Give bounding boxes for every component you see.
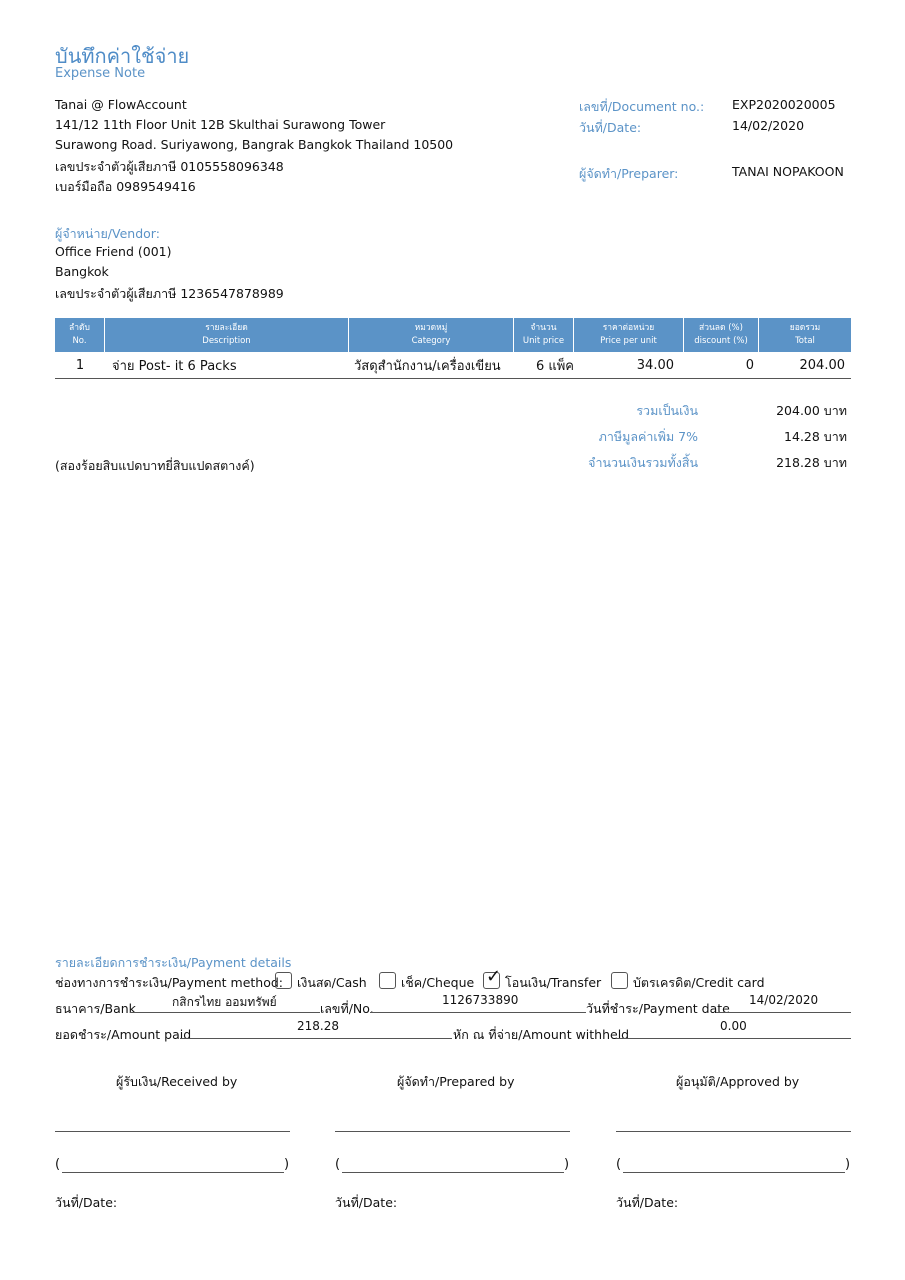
amount-paid-underline: [180, 1038, 452, 1039]
vendor-tax-id: เลขประจำตัวผู้เสียภาษี 1236547878989: [55, 286, 284, 301]
amount-withheld-label: หัก ณ ที่จ่าย/Amount withheld: [453, 1027, 630, 1042]
amount-in-words: (สองร้อยสิบแปดบาทยี่สิบแปดสตางค์): [55, 458, 255, 473]
vendor-name: Office Friend (001): [55, 244, 172, 259]
prepared-by-name-line: [342, 1172, 564, 1173]
transfer-checkbox[interactable]: [483, 966, 502, 989]
company-address-line1: 141/12 11th Floor Unit 12B Skulthai Surawong Tower: [55, 117, 386, 132]
received-by-label: ผู้รับเงิน/Received by: [116, 1074, 238, 1089]
row-quantity: 6 แพ็ค: [535, 358, 574, 374]
amount-withheld-underline: [616, 1038, 851, 1039]
document-date: 14/02/2020: [732, 118, 805, 133]
header-no: ลำดับ No.: [55, 318, 105, 352]
approved-by-label: ผู้อนุมัติ/Approved by: [676, 1074, 800, 1089]
cheque-checkbox[interactable]: [379, 972, 396, 989]
credit-card-label: บัตรเครดิต/Credit card: [633, 975, 765, 990]
grand-total-label: จำนวนเงินรวมทั้งสิ้น: [588, 455, 698, 470]
row-discount: 0: [745, 357, 754, 373]
payment-date-label: วันที่ชำระ/Payment date: [586, 1001, 730, 1016]
document-subtitle: Expense Note: [55, 66, 146, 81]
grand-total-value: 218.28 บาท: [776, 455, 847, 470]
checkmark-icon: ✓: [486, 966, 502, 987]
document-title: บันทึกค่าใช้จ่าย: [55, 44, 190, 68]
received-by-name-close: ): [284, 1157, 290, 1172]
credit-card-checkbox[interactable]: [611, 972, 628, 989]
received-by-date-label: วันที่/Date:: [55, 1195, 118, 1210]
received-by-signature-line: [55, 1131, 290, 1132]
table-row: [55, 352, 851, 379]
cheque-label: เช็ค/Cheque: [401, 975, 475, 990]
row-no: 1: [75, 357, 85, 373]
items-table: [55, 318, 851, 379]
vendor-city: Bangkok: [55, 264, 109, 279]
row-price: 34.00: [636, 357, 674, 373]
preparer-label: ผู้จัดทำ/Preparer:: [579, 166, 679, 181]
transfer-label: โอนเงิน/Transfer: [505, 975, 602, 990]
header-category: หมวดหมู่ Category: [349, 318, 514, 352]
prepared-by-label: ผู้จัดทำ/Prepared by: [397, 1074, 515, 1089]
approved-by-name-line: [623, 1172, 845, 1173]
cash-label: เงินสด/Cash: [297, 975, 367, 990]
header-description: รายละเอียด Description: [105, 318, 349, 352]
subtotal-value: 204.00 บาท: [776, 403, 847, 418]
approved-by-signature-line: [616, 1131, 851, 1132]
cash-checkbox[interactable]: [275, 972, 292, 989]
company-name: Tanai @ FlowAccount: [55, 97, 187, 112]
preparer-name: TANAI NOPAKOON: [732, 164, 844, 179]
approved-by-date-label: วันที่/Date:: [616, 1195, 679, 1210]
row-total: 204.00: [799, 357, 845, 373]
header-total: ยอดรวม Total: [789, 323, 821, 346]
prepared-by-date-label: วันที่/Date:: [335, 1195, 398, 1210]
company-tax-id: เลขประจำตัวผู้เสียภาษี 0105558096348: [55, 159, 284, 174]
subtotal-label: รวมเป็นเงิน: [636, 403, 698, 418]
row-category: วัสดุสำนักงาน/เครื่องเขียน: [354, 358, 501, 374]
prepared-by-name-open: (: [335, 1157, 341, 1172]
prepared-by-name-close: ): [564, 1157, 570, 1172]
header-quantity: จำนวน Unit price: [514, 318, 574, 352]
table-header: [55, 318, 851, 352]
received-by-name-open: (: [55, 1157, 61, 1172]
number-label: เลขที่/No.: [320, 1001, 374, 1016]
number-value: 1126733890: [442, 993, 519, 1007]
amount-paid-label: ยอดชำระ/Amount paid: [55, 1027, 192, 1042]
amount-withheld-value: 0.00: [720, 1019, 747, 1033]
approved-by-name-close: ): [845, 1157, 851, 1172]
header-price-per-unit: ราคาต่อหน่วย Price per unit: [574, 318, 684, 352]
vat-value: 14.28 บาท: [784, 429, 847, 444]
approved-by-name-open: (: [616, 1157, 622, 1172]
vat-label: ภาษีมูลค่าเพิ่ม 7%: [598, 429, 698, 444]
bank-value: กสิกรไทย ออมทรัพย์: [172, 995, 277, 1009]
prepared-by-signature-line: [335, 1131, 570, 1132]
amount-paid-value: 218.28: [297, 1019, 339, 1033]
payment-details-title: รายละเอียดการชำระเงิน/Payment details: [55, 955, 292, 970]
payment-date-underline: [716, 1012, 851, 1013]
number-underline: [370, 1012, 586, 1013]
date-label: วันที่/Date:: [579, 120, 642, 135]
payment-date-value: 14/02/2020: [749, 993, 819, 1007]
received-by-name-line: [62, 1172, 284, 1173]
document-number: EXP2020020005: [732, 97, 836, 112]
payment-method-label: ช่องทางการชำระเงิน/Payment method:: [55, 975, 284, 990]
bank-label: ธนาคาร/Bank: [55, 1001, 136, 1016]
header-discount: ส่วนลด (%) discount (%): [684, 318, 759, 352]
company-address-line2: Surawong Road. Suriyawong, Bangrak Bangkok Thailand 10500: [55, 137, 454, 152]
vendor-label: ผู้จำหน่าย/Vendor:: [55, 226, 160, 241]
company-phone: เบอร์มือถือ 0989549416: [55, 179, 196, 194]
bank-underline: [130, 1012, 320, 1013]
row-description: จ่าย Post- it 6 Packs: [112, 358, 237, 374]
document-number-label: เลขที่/Document no.:: [579, 99, 705, 114]
